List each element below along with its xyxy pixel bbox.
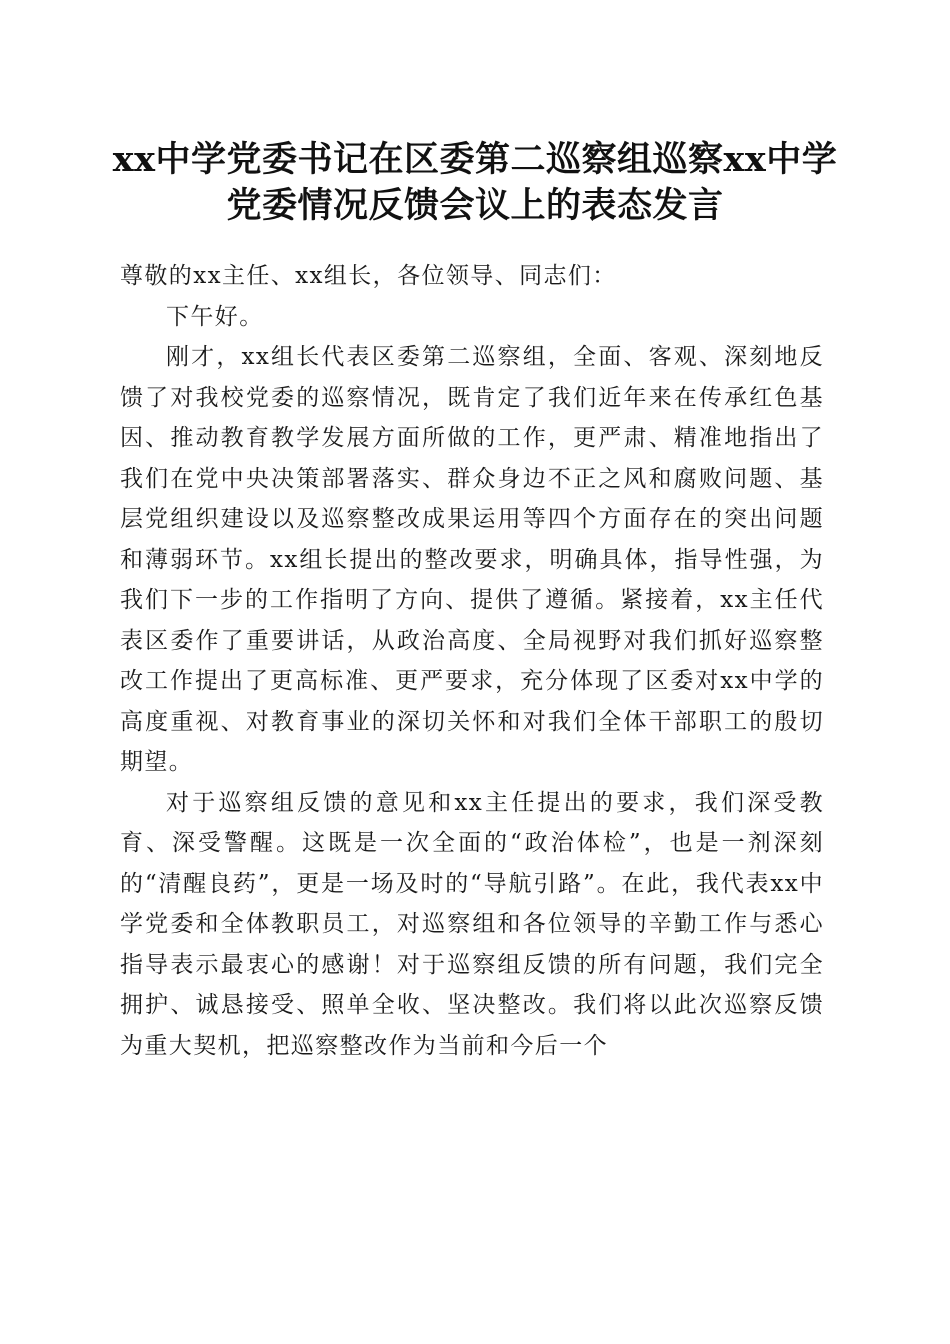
salutation: 尊敬的xx主任、xx组长，各位领导、同志们： (120, 263, 617, 289)
greeting: 下午好。 (166, 303, 264, 330)
paragraph-commitment: 对于巡察组反馈的意见和xx主任提出的要求，我们深受教育、深受警醒。这既是一次全面的“政治体检”，也是一剂深刻的“清醒良药”，更是一场及时的“导航引路”。在此，我代表xx中学党委和全体教职员工，对巡察组和各位领导的辛勤工作与悉心指导表示最衷心的感谢！对于巡察组反馈的所有问题，我们完全拥护、诚恳接受、照单全收、坚决整改。我们将以此次巡察反馈为重大契机，把巡察整改作为当前和今后一个 (120, 789, 824, 1059)
document-body (120, 256, 824, 1066)
document-title: xx中学党委书记在区委第二巡察组巡察xx中学党委情况反馈会议上的表态发言 (112, 139, 838, 226)
paragraph-feedback-summary: 刚才，xx组长代表区委第二巡察组，全面、客观、深刻地反馈了对我校党委的巡察情况，既肯定了我们近年来在传承红色基因、推动教育教学发展方面所做的工作，更严肃、精准地指出了我们在党中央决策部署落实、群众身边不正之风和腐败问题、基层党组织建设以及巡察整改成果运用等四个方面存在的突出问题和薄弱环节。xx组长提出的整改要求，明确具体，指导性强，为我们下一步的工作指明了方向、提供了遵循。紧接着，xx主任代表区委作了重要讲话，从政治高度、全局视野对我们抓好巡察整改工作提出了更高标准、更严要求，充分体现了区委对xx中学的高度重视、对教育事业的深切关怀和对我们全体干部职工的殷切期望。 (120, 344, 824, 775)
